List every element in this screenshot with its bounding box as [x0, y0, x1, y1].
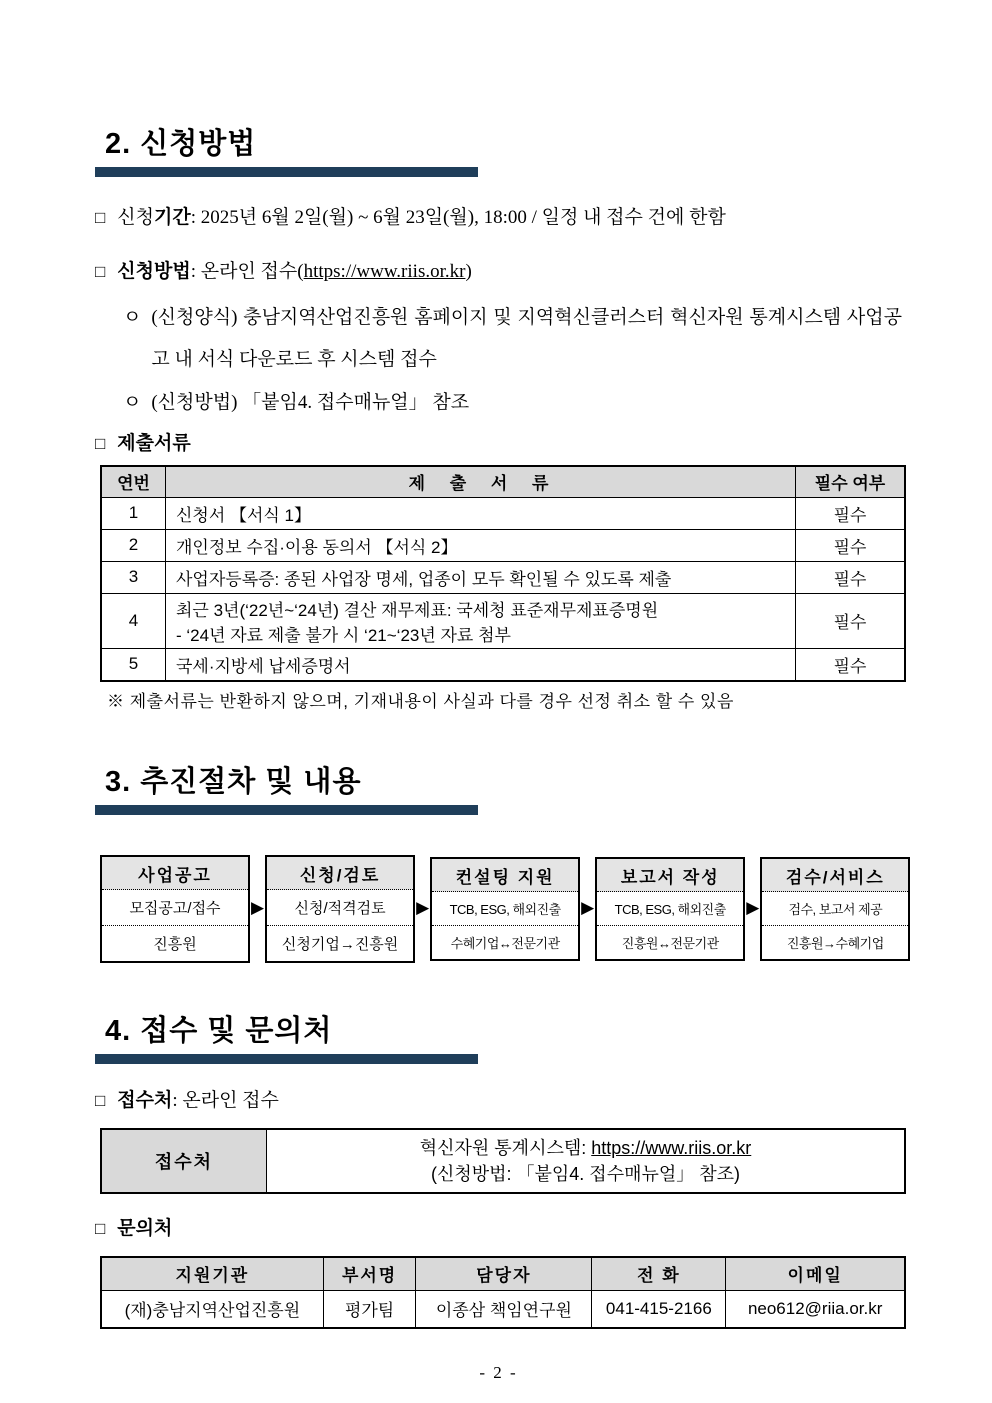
arrow-right-icon: ▶: [416, 898, 430, 919]
section-2-title: 2. 신청방법: [105, 128, 257, 160]
table-row: [101, 593, 905, 648]
application-form-text: (신청양식) 충남지역산업진흥원 홈페이지 및 지역혁신클러스터 혁신자원 통계시스템 사업공고 내 서식 다운로드 후 시스템 접수: [151, 306, 902, 371]
flow-step-actor: 수혜기업↔전문기관: [450, 935, 560, 951]
process-flow-diagram: [100, 855, 902, 963]
header-phone: 전 화: [592, 1257, 726, 1291]
riis-url-link[interactable]: https://www.riis.or.kr: [303, 260, 466, 282]
row-required: 필수: [796, 593, 906, 648]
table-row: [101, 529, 905, 561]
section-4-title: 4. 접수 및 문의처: [105, 1014, 333, 1047]
row-no: 1: [101, 497, 166, 529]
application-period-line: [95, 205, 902, 231]
checkbox-bullet-icon: □: [95, 1091, 106, 1111]
table-row: [101, 1129, 905, 1193]
row-doc-line2: - ‘24년 자료 제출 불가 시 ‘21~‘23년 자료 첨부: [176, 625, 511, 645]
table-row: [101, 497, 905, 529]
row-no: 3: [101, 561, 166, 593]
flow-step-detail: 신청/적격검토: [267, 890, 413, 926]
application-manual-subitem: [95, 382, 902, 425]
table-row: [101, 1290, 905, 1328]
flow-step-header: 사업공고: [102, 857, 248, 890]
cell-org: (재)충남지역산업진흥원: [101, 1290, 323, 1328]
circle-bullet-icon: ㅇ: [123, 306, 142, 328]
flow-step-application: [265, 855, 415, 963]
documents-table: [100, 465, 906, 682]
documents-label-line: [95, 431, 902, 457]
reception-table-body: [267, 1129, 906, 1193]
row-doc: 사업자등록증: 종된 사업장 명세, 업종이 모두 확인될 수 있도록 제출: [166, 561, 796, 593]
application-period-text: 신청기간: 2025년 6월 2일(월) ~ 6월 23일(월), 18:00 / 일정 내 접수 건에 한함: [117, 207, 726, 229]
section-3-title: 3. 추진절차 및 내용: [105, 765, 362, 798]
row-required: 필수: [796, 497, 906, 529]
contact-label: 문의처: [117, 1218, 173, 1240]
section-reception-contact: [95, 1015, 902, 1064]
arrow-right-icon: ▶: [251, 898, 265, 919]
reception-system-line: 혁신자원 통계시스템: https://www.riis.or.kr: [419, 1137, 752, 1158]
flow-step-announcement: [100, 855, 250, 963]
flow-step-header: 컨설팅 지원: [432, 859, 578, 892]
circle-bullet-icon: ㅇ: [123, 392, 142, 414]
reception-text: 접수처: 온라인 접수: [117, 1090, 279, 1112]
row-doc: 신청서 【서식 1】: [166, 497, 796, 529]
flow-step-actor: 신청기업→진흥원: [281, 935, 399, 953]
header-doc: 제 출 서 류: [166, 466, 796, 498]
header-email: 이메일: [726, 1257, 905, 1291]
checkbox-bullet-icon: □: [95, 433, 106, 453]
reception-manual-line: (신청방법: 「붙임4. 접수매뉴얼」 참조): [430, 1163, 741, 1184]
flow-step-header: 보고서 작성: [597, 859, 743, 892]
contact-line: [95, 1216, 902, 1242]
header-required: 필수 여부: [796, 466, 906, 498]
reception-table-label: 접수처: [101, 1129, 267, 1193]
row-doc: 국세·지방세 납세증명서: [166, 648, 796, 681]
row-no: 4: [101, 593, 166, 648]
table-header-row: [101, 1257, 905, 1291]
flow-step-detail: 모집공고/접수: [102, 890, 248, 926]
riis-url-link[interactable]: https://www.riis.or.kr: [591, 1137, 752, 1158]
arrow-right-icon: ▶: [581, 898, 595, 919]
arrow-right-icon: ▶: [746, 898, 760, 919]
flow-step-review: [760, 857, 910, 961]
reception-table: [100, 1128, 906, 1194]
application-form-subitem: [95, 297, 902, 383]
flow-step-header: 검수/서비스: [762, 859, 908, 892]
table-header-row: [101, 466, 905, 498]
flow-step-detail: TCB, ESG, 해외진출: [432, 892, 578, 926]
section-application-method: [95, 128, 902, 177]
reception-line: [95, 1088, 902, 1114]
row-doc: [166, 593, 796, 648]
row-required: 필수: [796, 529, 906, 561]
section-2-title-bar: [95, 167, 478, 177]
flow-step-header: 신청/검토: [267, 857, 413, 890]
row-doc: 개인정보 수집·이용 동의서 【서식 2】: [166, 529, 796, 561]
cell-email: neo612@riia.or.kr: [726, 1290, 905, 1328]
row-no: 2: [101, 529, 166, 561]
row-required: 필수: [796, 561, 906, 593]
header-org: 지원기관: [101, 1257, 323, 1291]
documents-label: 제출서류: [117, 432, 191, 454]
section-4-title-bar: [95, 1054, 478, 1064]
flow-step-detail: TCB, ESG, 해외진출: [597, 892, 743, 926]
documents-note: ※ 제출서류는 반환하지 않으며, 기재내용이 사실과 다를 경우 선정 취소 할 수 있음: [107, 691, 734, 711]
cell-person: 이종삼 책임연구원: [416, 1290, 592, 1328]
page-number: - 2 -: [479, 1362, 518, 1382]
section-3-title-bar: [95, 805, 478, 815]
row-no: 5: [101, 648, 166, 681]
row-required: 필수: [796, 648, 906, 681]
header-dept: 부서명: [323, 1257, 416, 1291]
cell-dept: 평가팀: [323, 1290, 416, 1328]
flow-step-actor: 진흥원→수혜기업: [786, 935, 884, 951]
application-method-line: [95, 259, 902, 285]
checkbox-bullet-icon: □: [95, 1219, 106, 1239]
header-person: 담당자: [416, 1257, 592, 1291]
table-row: [101, 561, 905, 593]
cell-phone: 041-415-2166: [592, 1290, 726, 1328]
checkbox-bullet-icon: □: [95, 261, 106, 281]
flow-step-report: [595, 857, 745, 961]
section-process: [95, 766, 902, 815]
table-row: [101, 648, 905, 681]
flow-step-consulting: [430, 857, 580, 961]
checkbox-bullet-icon: □: [95, 208, 106, 228]
flow-step-detail: 검수, 보고서 제공: [762, 892, 908, 926]
row-doc-line1: 최근 3년(‘22년~‘24년) 결산 재무제표: 국세청 표준재무제표증명원: [176, 600, 659, 620]
application-manual-text: (신청방법) 「붙임4. 접수매뉴얼」 참조: [151, 392, 470, 414]
flow-step-actor: 진흥원↔전문기관: [621, 935, 719, 951]
header-no: 연번: [101, 466, 166, 498]
application-method-text: 신청방법: 온라인 접수(https://www.riis.or.kr): [117, 260, 472, 282]
flow-step-actor: 진흥원: [153, 935, 197, 953]
contact-table: [100, 1256, 906, 1329]
